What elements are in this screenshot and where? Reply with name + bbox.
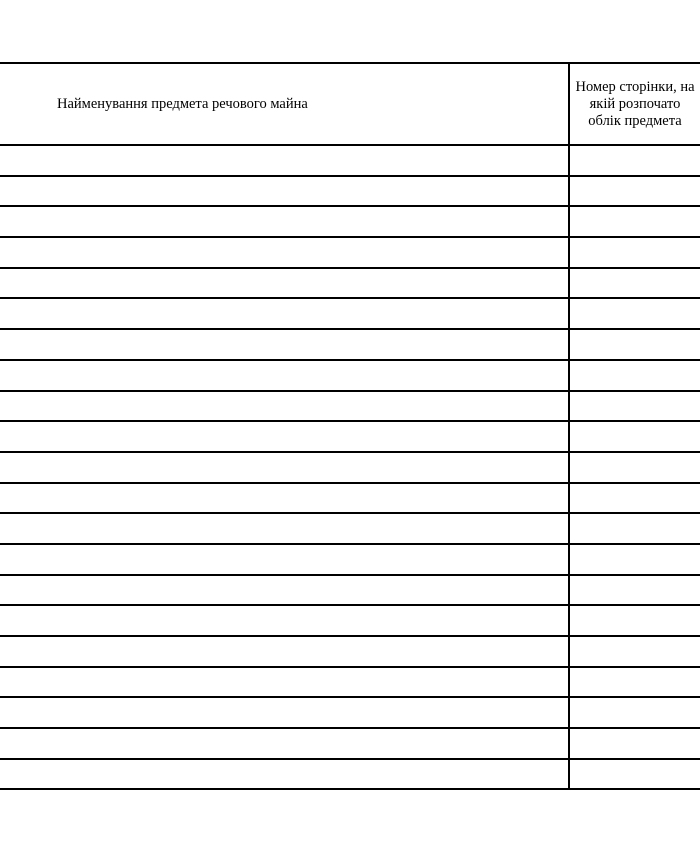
cell-start-page[interactable]	[569, 268, 700, 299]
cell-start-page[interactable]	[569, 636, 700, 667]
table-row	[0, 759, 700, 790]
header-item-name: Найменування предмета речового майна	[0, 63, 569, 145]
cell-start-page[interactable]	[569, 145, 700, 176]
cell-item-name[interactable]	[0, 728, 569, 759]
table-row	[0, 176, 700, 207]
cell-start-page[interactable]	[569, 728, 700, 759]
cell-item-name[interactable]	[0, 298, 569, 329]
table-row	[0, 544, 700, 575]
cell-item-name[interactable]	[0, 176, 569, 207]
cell-start-page[interactable]	[569, 298, 700, 329]
table-row	[0, 513, 700, 544]
cell-start-page[interactable]	[569, 329, 700, 360]
table-row	[0, 728, 700, 759]
cell-start-page[interactable]	[569, 667, 700, 698]
cell-start-page[interactable]	[569, 605, 700, 636]
cell-item-name[interactable]	[0, 605, 569, 636]
cell-start-page[interactable]	[569, 360, 700, 391]
cell-item-name[interactable]	[0, 636, 569, 667]
cell-item-name[interactable]	[0, 452, 569, 483]
cell-item-name[interactable]	[0, 360, 569, 391]
cell-item-name[interactable]	[0, 329, 569, 360]
cell-start-page[interactable]	[569, 452, 700, 483]
cell-start-page[interactable]	[569, 421, 700, 452]
cell-start-page[interactable]	[569, 391, 700, 422]
cell-start-page[interactable]	[569, 575, 700, 606]
header-start-page: Номер сторінки, на якій розпочато облік предмета	[569, 63, 700, 145]
table-row	[0, 268, 700, 299]
cell-item-name[interactable]	[0, 483, 569, 514]
cell-item-name[interactable]	[0, 575, 569, 606]
cell-item-name[interactable]	[0, 268, 569, 299]
cell-item-name[interactable]	[0, 667, 569, 698]
cell-start-page[interactable]	[569, 544, 700, 575]
table-row	[0, 667, 700, 698]
table-row	[0, 237, 700, 268]
table-row	[0, 605, 700, 636]
cell-start-page[interactable]	[569, 237, 700, 268]
table-row	[0, 360, 700, 391]
cell-item-name[interactable]	[0, 513, 569, 544]
table-row	[0, 298, 700, 329]
cell-item-name[interactable]	[0, 759, 569, 790]
cell-item-name[interactable]	[0, 544, 569, 575]
table-row	[0, 636, 700, 667]
table-row	[0, 452, 700, 483]
cell-start-page[interactable]	[569, 513, 700, 544]
cell-item-name[interactable]	[0, 697, 569, 728]
cell-start-page[interactable]	[569, 176, 700, 207]
cell-item-name[interactable]	[0, 206, 569, 237]
table-row	[0, 697, 700, 728]
table-row	[0, 483, 700, 514]
table-row	[0, 329, 700, 360]
cell-start-page[interactable]	[569, 759, 700, 790]
table-row	[0, 206, 700, 237]
cell-start-page[interactable]	[569, 206, 700, 237]
property-ledger-table	[0, 62, 700, 790]
cell-start-page[interactable]	[569, 697, 700, 728]
cell-start-page[interactable]	[569, 483, 700, 514]
ledger-body	[0, 145, 700, 789]
header-row	[0, 63, 700, 145]
table-row	[0, 391, 700, 422]
table-row	[0, 421, 700, 452]
cell-item-name[interactable]	[0, 145, 569, 176]
table-row	[0, 145, 700, 176]
table-row	[0, 575, 700, 606]
cell-item-name[interactable]	[0, 421, 569, 452]
cell-item-name[interactable]	[0, 237, 569, 268]
cell-item-name[interactable]	[0, 391, 569, 422]
